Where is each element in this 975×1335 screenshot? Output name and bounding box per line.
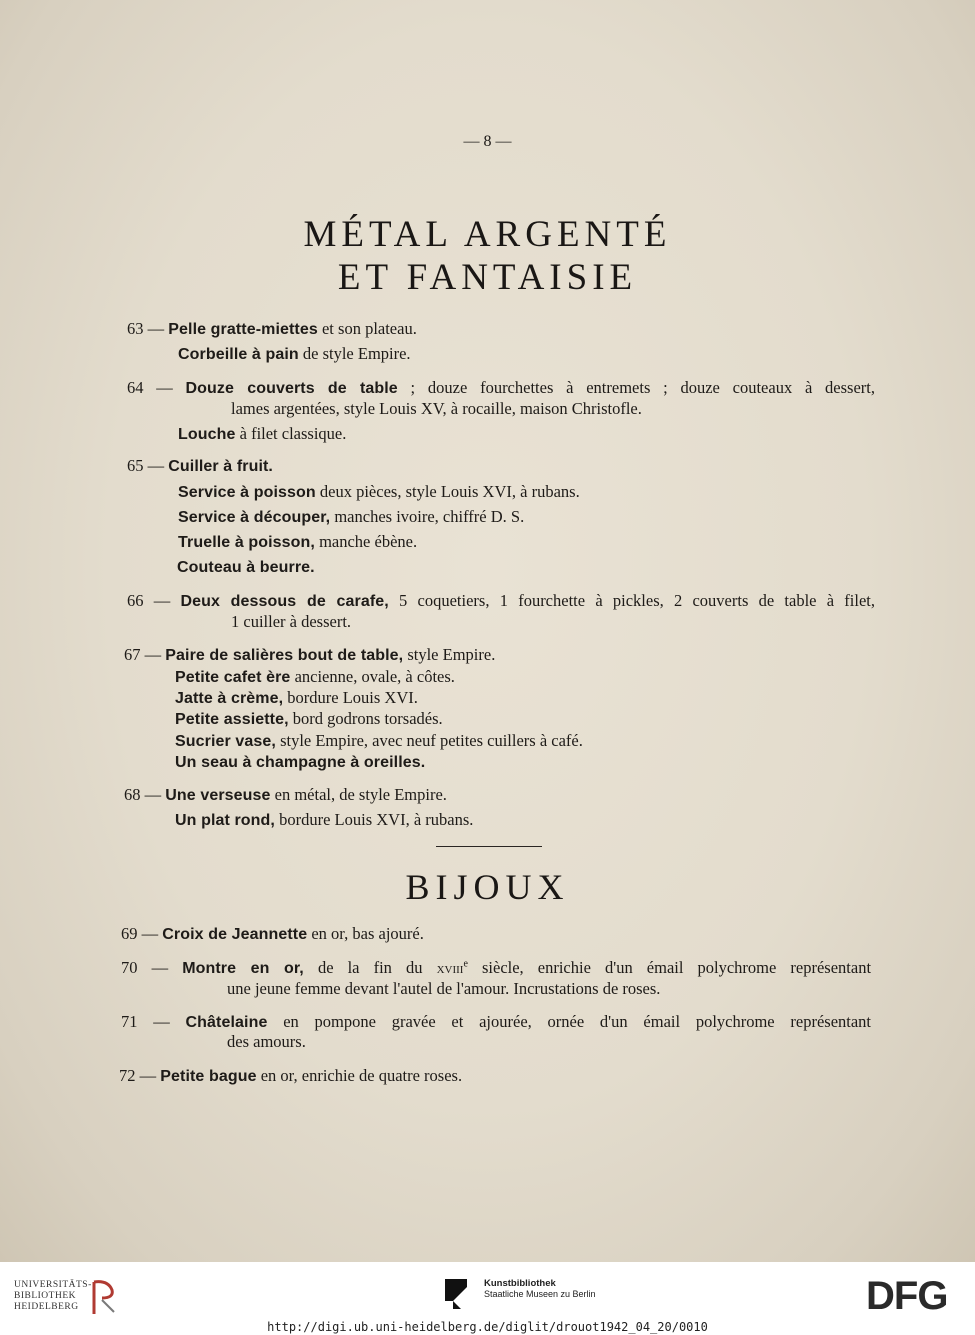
entry-title: Couteau à beurre.	[177, 559, 315, 576]
entry-text: ; douze fourchettes à entremets ; douze couteaux à dessert,	[397, 378, 875, 397]
entry-text: style Empire, avec neuf petites cuillers à café.	[275, 731, 583, 750]
entry-title: Service à poisson	[178, 484, 316, 501]
entry-67-line5	[175, 731, 583, 752]
entry-text: et son plateau.	[317, 319, 417, 338]
section-divider	[436, 846, 542, 847]
entry-text: en pompone gravée et ajourée, ornée d'un émail polychrome représentant	[267, 1012, 872, 1031]
entry-title: Pelle gratte-miettes	[168, 321, 318, 338]
section-title-line1: MÉTAL ARGENTÉ	[303, 214, 672, 255]
entry-number: 70 —	[121, 958, 169, 977]
entry-text: en or, bas ajouré.	[307, 924, 424, 943]
entry-number: 71 —	[121, 1012, 170, 1031]
entry-65-line3	[178, 507, 524, 528]
century-numeral: xviii	[436, 961, 464, 977]
entry-65-line5	[177, 557, 315, 578]
entry-text: en métal, de style Empire.	[270, 785, 447, 804]
entry-title: Jatte à crème,	[175, 690, 284, 707]
entry-title: Corbeille à pain	[178, 346, 299, 363]
entry-title: Service à découper,	[178, 509, 331, 526]
kunstbibliothek-logo-icon	[445, 1279, 475, 1309]
ub-heidelberg-logo[interactable]	[14, 1280, 92, 1313]
century-superscript: e	[463, 958, 468, 970]
entry-title: Douze couverts de table	[185, 380, 398, 397]
entry-text: de la fin du	[303, 958, 437, 977]
entry-64-cont: lames argentées, style Louis XV, à rocaille, maison Christofle.	[231, 399, 642, 418]
entry-text: bordure Louis XVI.	[283, 688, 418, 707]
entry-text: 5 coquetiers, 1 fourchette à pickles, 2 couverts de table à filet,	[388, 591, 875, 610]
entry-title: Sucrier vase,	[175, 733, 276, 750]
entry-title: Cuiller à fruit.	[168, 458, 273, 475]
entry-title: Une verseuse	[165, 787, 271, 804]
entry-title: Deux dessous de carafe,	[180, 593, 389, 610]
entry-69-line1	[121, 924, 424, 945]
dfg-logo[interactable]: DFG	[866, 1274, 948, 1318]
entry-68-line1	[124, 785, 447, 806]
entry-number: 65 —	[127, 456, 165, 475]
section-title-line2: ET FANTAISIE	[337, 257, 638, 298]
entry-65-line2	[178, 482, 580, 503]
entry-text: bordure Louis XVI, à rubans.	[274, 810, 474, 829]
entry-70-line1	[121, 958, 871, 979]
entry-67-line3	[175, 688, 418, 709]
entry-title: Petite bague	[160, 1068, 257, 1085]
entry-text: en or, enrichie de quatre roses.	[256, 1066, 463, 1085]
entry-67-line4	[175, 709, 443, 730]
entry-text: manches ivoire, chiffré D. S.	[330, 507, 525, 526]
entry-number: 69 —	[121, 924, 159, 943]
entry-text: à filet classique.	[235, 424, 347, 443]
entry-66-line1	[127, 591, 875, 612]
entry-64-line2	[178, 424, 346, 445]
kb-name: Kunstbibliothek	[484, 1278, 556, 1289]
entry-67-line1	[124, 645, 495, 666]
entry-number: 63 —	[127, 319, 165, 338]
entry-title: Petite cafet ère	[175, 669, 291, 686]
entry-68-line2	[175, 810, 473, 831]
entry-title: Petite assiette,	[175, 711, 289, 728]
page-number: — 8 —	[463, 133, 512, 150]
kb-subtitle: Staatliche Museen zu Berlin	[484, 1289, 596, 1299]
entry-number: 66 —	[127, 591, 171, 610]
entry-text: ancienne, ovale, à côtes.	[290, 667, 455, 686]
entry-title: Paire de salières bout de table,	[165, 647, 404, 664]
entry-text: de style Empire.	[298, 344, 411, 363]
entry-title: Un plat rond,	[175, 812, 275, 829]
entry-text: bord godrons torsadés.	[288, 709, 443, 728]
entry-text: siècle, enrichie d'un émail polychrome représentant	[467, 958, 872, 977]
entry-67-line2	[175, 667, 455, 688]
entry-number: 67 —	[124, 645, 162, 664]
entry-title: Châtelaine	[185, 1014, 268, 1031]
entry-title: Louche	[178, 426, 236, 443]
entry-64-line1	[127, 378, 875, 399]
entry-number: 68 —	[124, 785, 162, 804]
ub-logo-line3: HEIDELBERG	[14, 1302, 79, 1312]
entry-text: style Empire.	[403, 645, 496, 664]
entry-title: Truelle à poisson,	[178, 534, 315, 551]
digitization-footer	[0, 1262, 975, 1335]
entry-63-line1	[127, 319, 417, 340]
entry-title: Un seau à champagne à oreilles.	[175, 754, 426, 771]
ub-logo-line2: BIBLIOTHEK	[14, 1291, 76, 1301]
entry-title: Montre en or,	[182, 960, 304, 977]
entry-number: 64 —	[127, 378, 173, 397]
entry-65-line4	[178, 532, 417, 553]
entry-text: deux pièces, style Louis XVI, à rubans.	[315, 482, 580, 501]
entry-63-line2	[178, 344, 411, 365]
entry-71-line1	[121, 1012, 871, 1033]
entry-text: manche ébène.	[314, 532, 418, 551]
permalink-url[interactable]: http://digi.ub.uni-heidelberg.de/diglit/drouot1942_04_20/0010	[267, 1320, 708, 1334]
ub-logo-line1: UNIVERSITÄTS-	[14, 1280, 92, 1290]
section-title-bijoux: BIJOUX	[405, 867, 570, 907]
ub-heidelberg-mark-icon	[90, 1276, 118, 1316]
entry-66-cont: 1 cuiller à dessert.	[231, 612, 352, 631]
entry-65-line1	[127, 456, 273, 477]
entry-71-cont: des amours.	[227, 1032, 306, 1051]
entry-70-cont: une jeune femme devant l'autel de l'amour. Incrustations de roses.	[227, 979, 661, 998]
entry-title: Croix de Jeannette	[162, 926, 308, 943]
entry-72-line1	[119, 1066, 462, 1087]
kunstbibliothek-logo[interactable]	[484, 1278, 596, 1300]
entry-67-line6	[175, 752, 425, 773]
entry-number: 72 —	[119, 1066, 157, 1085]
